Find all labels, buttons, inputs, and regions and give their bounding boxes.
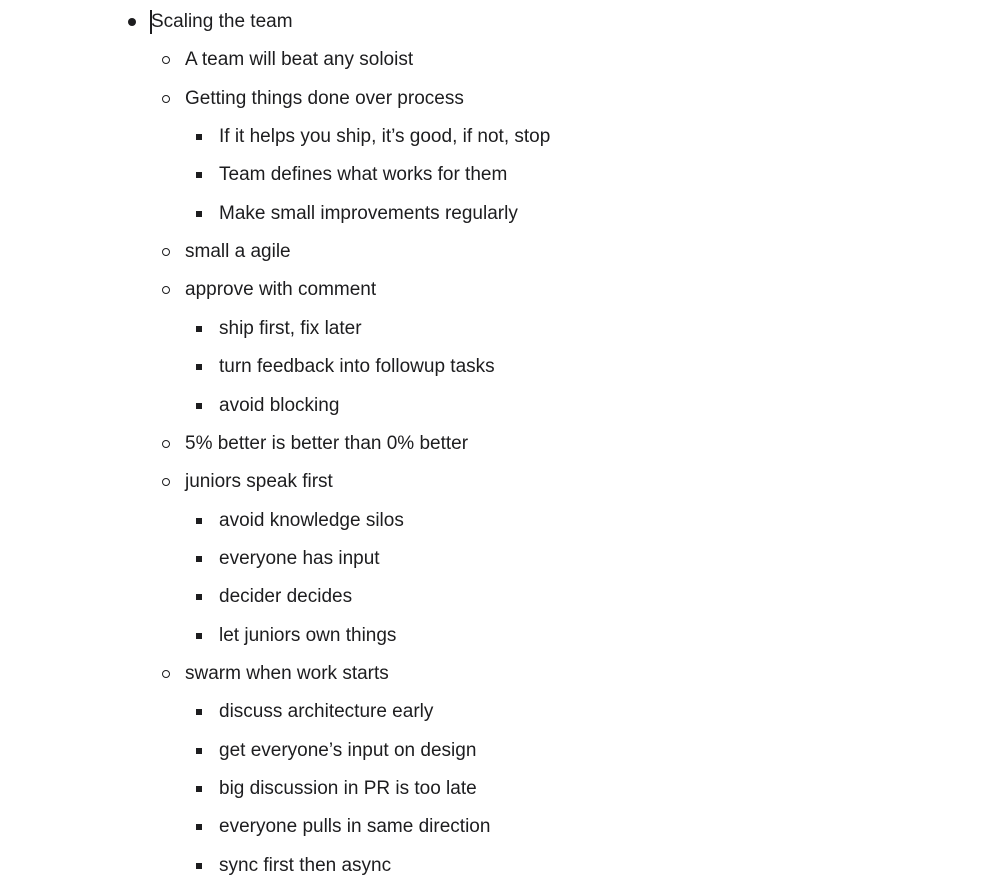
outline-item-text: let juniors own things <box>219 624 397 646</box>
outline-item-text: avoid knowledge silos <box>219 509 404 531</box>
bullet-circle-icon <box>162 286 170 294</box>
bullet-square-icon <box>196 594 202 600</box>
outline-item-text: everyone pulls in same direction <box>219 816 491 838</box>
bullet-circle-icon <box>162 248 170 256</box>
bullet-square-icon <box>196 556 202 562</box>
bullet-square-icon <box>196 211 202 217</box>
bullet-square-icon <box>196 824 202 830</box>
outline-item-text: decider decides <box>219 586 353 608</box>
outline-item-text: turn feedback into followup tasks <box>219 356 495 378</box>
bullet-square-icon <box>196 748 202 754</box>
outline-item-text: big discussion in PR is too late <box>219 778 477 799</box>
bullet-square-icon <box>196 364 202 370</box>
outline-item-text: discuss architecture early <box>219 701 434 723</box>
outline-item-text: 5% better is better than 0% better <box>185 432 469 454</box>
outline-item-text: Scaling the team <box>151 11 293 32</box>
bullet-circle-icon <box>162 440 170 448</box>
bullet-square-icon <box>196 518 202 524</box>
bullet-square-icon <box>196 403 202 409</box>
outline-item-text: everyone has input <box>219 547 380 569</box>
bullet-square-icon <box>196 633 202 639</box>
bullet-circle-icon <box>162 95 170 103</box>
bullet-disc-icon <box>128 18 136 26</box>
outline-item-text: approve with comment <box>185 279 377 301</box>
outline-item-text: Getting things done over process <box>185 87 464 109</box>
bullet-square-icon <box>196 172 202 178</box>
bullet-square-icon <box>196 709 202 715</box>
outline-item-text: A team will beat any soloist <box>185 49 414 71</box>
bullet-square-icon <box>196 863 202 869</box>
outline-item-text: juniors speak first <box>185 471 333 493</box>
outline-item-text: get everyone’s input on design <box>219 739 477 761</box>
outline-item-text: swarm when work starts <box>185 662 389 684</box>
bullet-circle-icon <box>162 670 170 678</box>
bullet-circle-icon <box>162 478 170 486</box>
outline-item-text: small a agile <box>185 241 291 263</box>
outline-item-text: Make small improvements regularly <box>219 202 518 224</box>
outline-item-text: ship first, fix later <box>219 317 362 339</box>
outline-item-text: avoid blocking <box>219 394 340 416</box>
outline-item-text: sync first then async <box>219 854 392 876</box>
bullet-circle-icon <box>162 56 170 64</box>
bullet-square-icon <box>196 134 202 140</box>
text-cursor <box>150 10 152 34</box>
outline-item-text: Team defines what works for them <box>219 164 508 186</box>
outline-item-text: If it helps you ship, it’s good, if not, stop <box>219 126 551 148</box>
bullet-square-icon <box>196 786 202 792</box>
bullet-square-icon <box>196 326 202 332</box>
